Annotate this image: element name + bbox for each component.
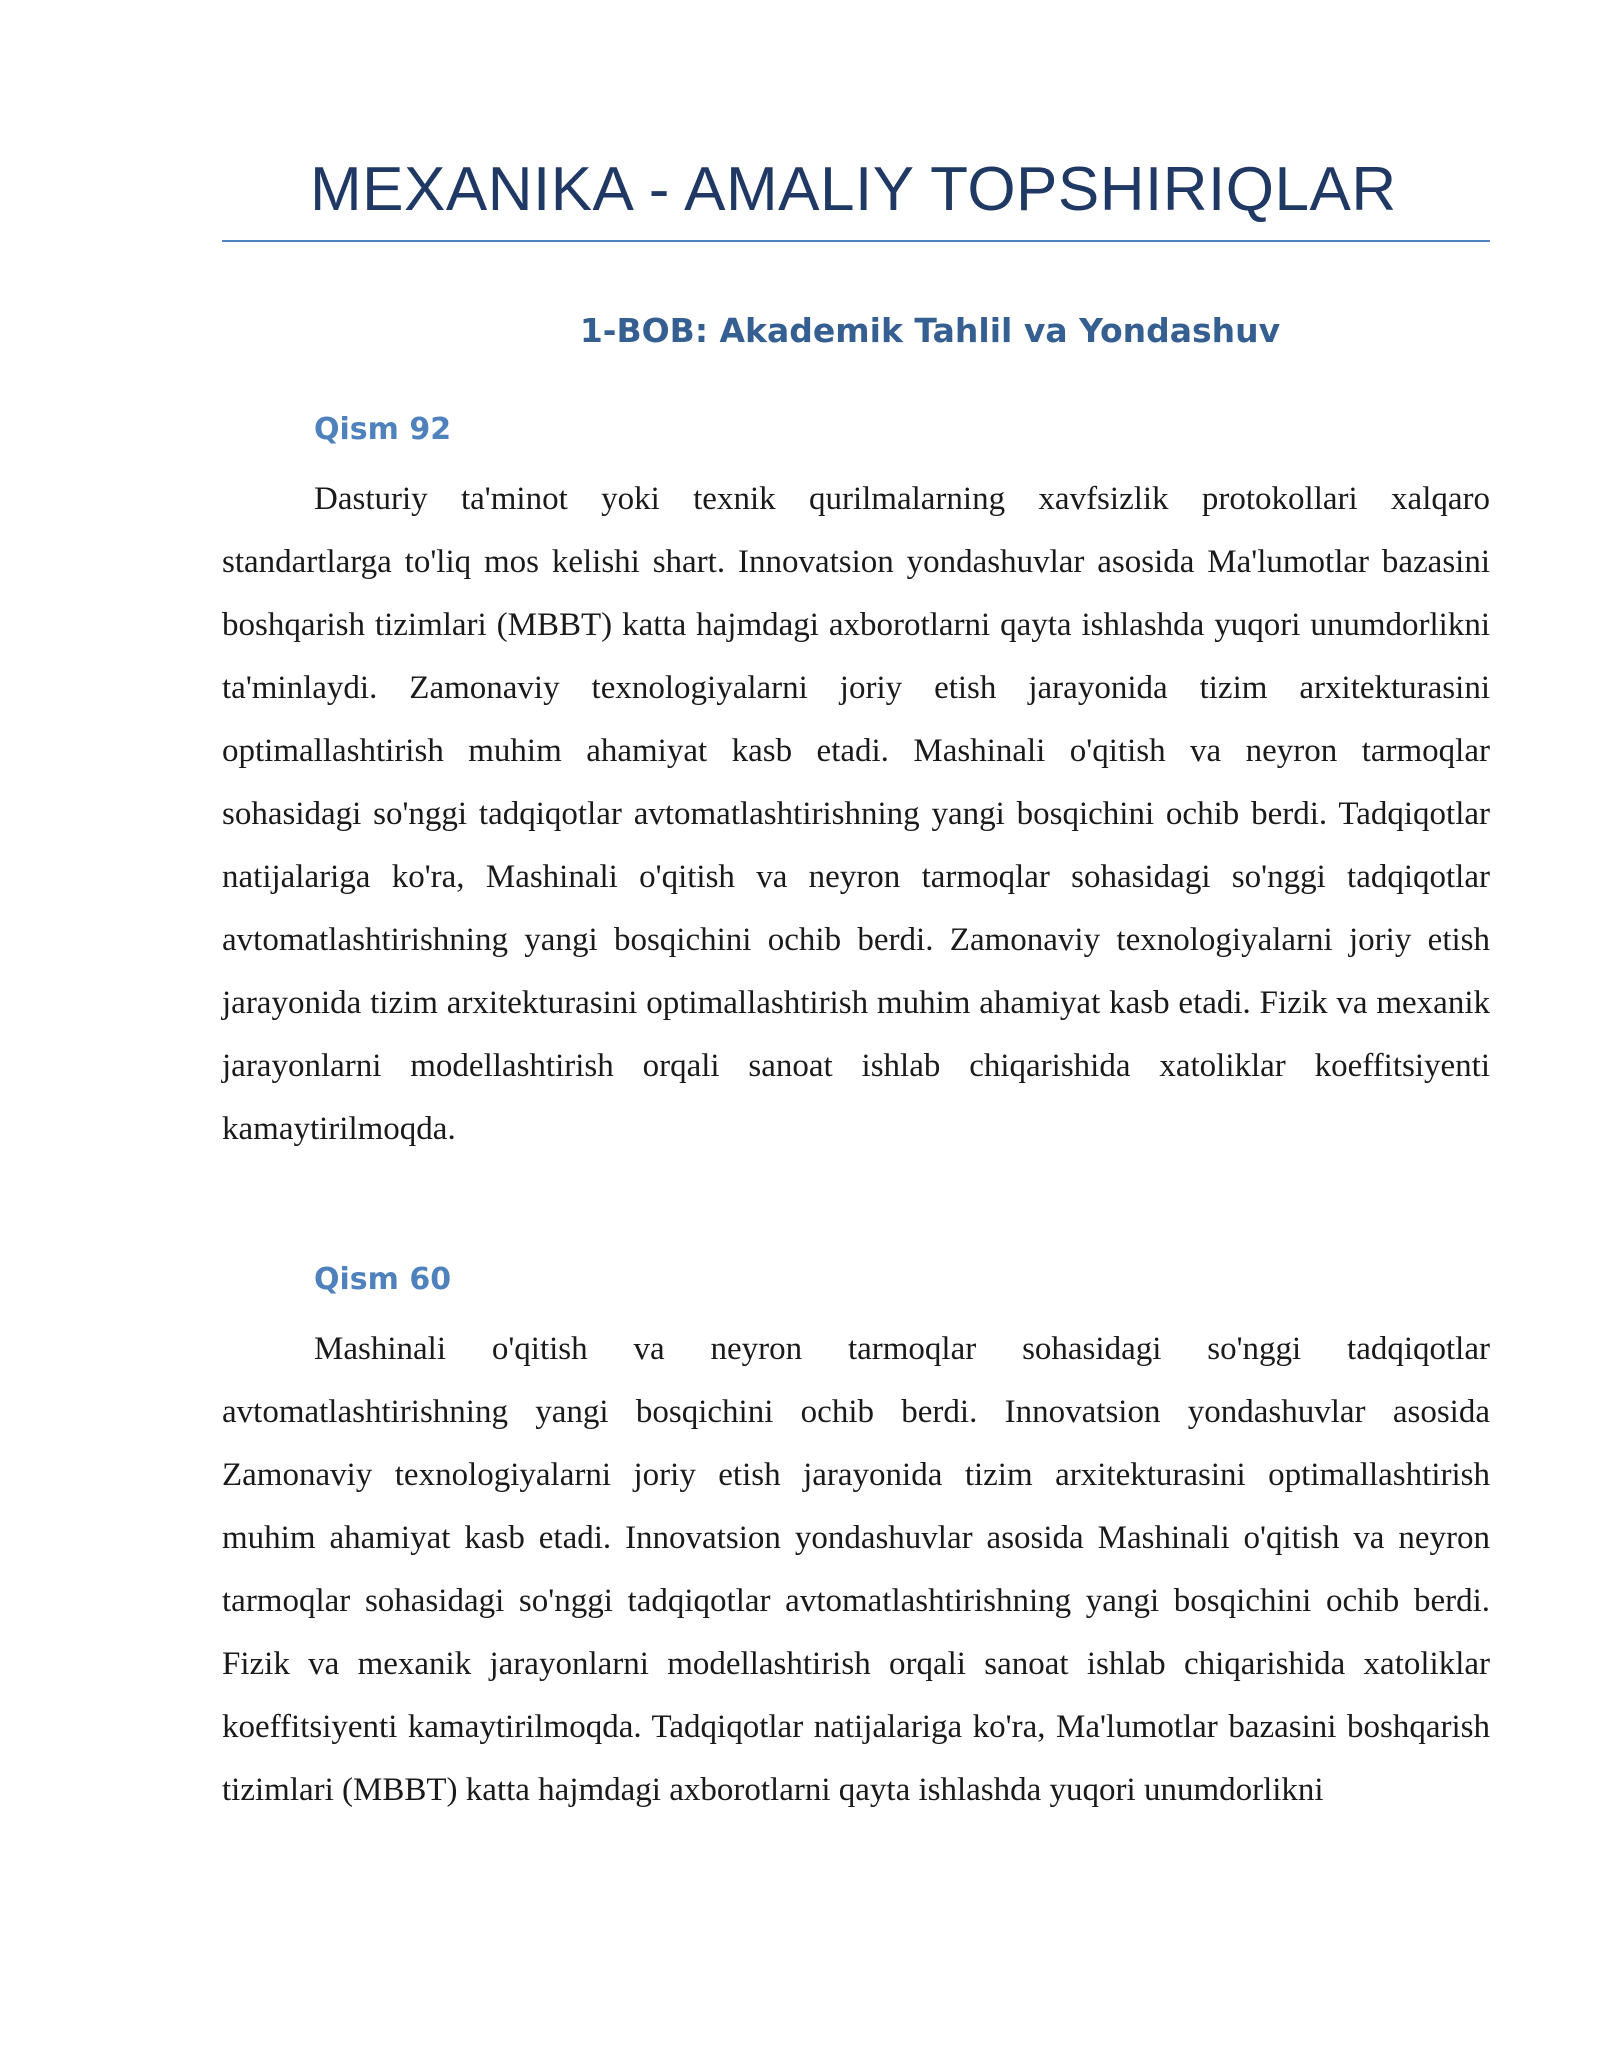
section-paragraph-qism-60: Mashinali o'qitish va neyron tarmoqlar sohasidagi so'nggi tadqiqotlar avtomatlashtirishning yangi bosqichini ochib berdi. Innovatsion yondashuvlar asosida Zamonaviy texnologiyalarni joriy etish jarayonida tizim arxitekturasini optimallashtirish muhim ahamiyat kasb etadi. Innovatsion yondashuvlar asosida Mashinali o'qitish va neyron tarmoqlar sohasidagi so'nggi tadqiqotlar avtomatlashtirishning yangi bosqichini ochib berdi. Fizik va mexanik jarayonlarni modellashtirish orqali sanoat ishlab chiqarishida xatoliklar koeffitsiyenti kamaytirilmoqda. Tadqiqotlar natijalariga ko'ra, Ma'lumotlar bazasini boshqarish tizimlari (MBBT) katta hajmdagi axborotlarni qayta ishlashda yuqori unumdorlikni xyxy=(222,1331,1490,1808)
section-paragraph-qism-92: Dasturiy ta'minot yoki texnik qurilmalarning xavfsizlik protokollari xalqaro standartlarga to'liq mos kelishi shart. Innovatsion yondashuvlar asosida Ma'lumotlar bazasini boshqarish tizimlari (MBBT) katta hajmdagi axborotlarni qayta ishlashda yuqori unumdorlikni ta'minlaydi. Zamonaviy texnologiyalarni joriy etish jarayonida tizim arxitekturasini optimallashtirish muhim ahamiyat kasb etadi. Mashinali o'qitish va neyron tarmoqlar sohasidagi so'nggi tadqiqotlar avtomatlashtirishning yangi bosqichini ochib berdi. Tadqiqotlar natijalariga ko'ra, Mashinali o'qitish va neyron tarmoqlar sohasidagi so'nggi tadqiqotlar avtomatlashtirishning yangi bosqichini ochib berdi. Zamonaviy texnologiyalarni joriy etish jarayonida tizim arxitekturasini optimallashtirish muhim ahamiyat kasb etadi. Fizik va mexanik jarayonlarni modellashtirish orqali sanoat ishlab chiqarishida xatoliklar koeffitsiyenti kamaytirilmoqda. xyxy=(222,481,1490,1147)
section-heading-qism-92: Qism 92 xyxy=(314,412,452,447)
document-title: MEXANIKA - AMALIY TOPSHIRIQLAR xyxy=(310,155,1397,224)
title-divider xyxy=(222,240,1490,242)
chapter-heading: 1-BOB: Akademik Tahlil va Yondashuv xyxy=(579,311,1281,350)
section-heading-qism-60: Qism 60 xyxy=(314,1262,452,1297)
